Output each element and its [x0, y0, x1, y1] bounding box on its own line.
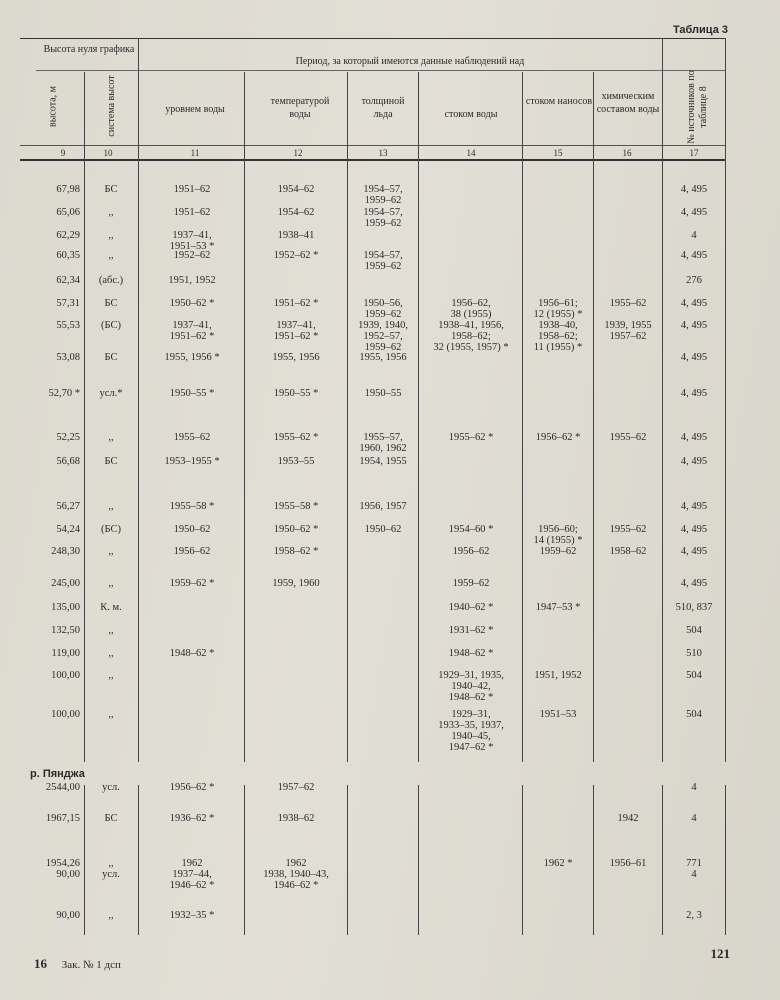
table-cell-c10: ,,: [108, 546, 114, 557]
column-rule: [244, 72, 245, 762]
col-number: 14: [466, 148, 476, 158]
column-rule: [593, 72, 594, 762]
table-cell-c12: 1938–62: [277, 813, 315, 824]
table-cell-c17: 4, 495: [680, 578, 708, 589]
table-cell-c17: 504: [686, 625, 702, 636]
header-bottom-rule: [20, 159, 726, 161]
table-cell-c9: 100,00: [51, 670, 80, 681]
table-cell-c11: 1948–62 *: [169, 648, 215, 659]
table-cell-c15: 1956–60; 14 (1955) *: [533, 524, 583, 546]
column-rule: [725, 38, 726, 762]
table-cell-c9: 132,50: [51, 625, 80, 636]
table-cell-c10: К. м.: [100, 602, 122, 613]
table-cell-c14: 1956–62, 38 (1955): [450, 298, 492, 320]
table-cell-c17: 276: [686, 275, 702, 286]
table-cell-c10: ,,: [108, 648, 114, 659]
table-cell-c15: 1959–62: [539, 546, 577, 557]
table-cell-c10: (абс.): [98, 275, 124, 286]
table-cell-c13: 1956, 1957: [359, 501, 407, 512]
table-cell-c10: ,,: [108, 230, 114, 241]
table-cell-c17: 504: [686, 670, 702, 681]
header-col-water-temp: температурой воды: [270, 96, 330, 120]
table-cell-c15: 1956–62 *: [535, 432, 581, 443]
table-cell-c10: ,,: [108, 670, 114, 681]
column-rule: [662, 785, 663, 935]
table-cell-c17: 4, 495: [680, 524, 708, 535]
table-cell-c10: ,,: [108, 709, 114, 720]
column-rule: [522, 785, 523, 935]
footer-left: [34, 956, 121, 972]
table-cell-c14: 1931–62 *: [448, 625, 494, 636]
table-cell-c13: 1939, 1940, 1952–57, 1959–62: [358, 320, 408, 353]
table-cell-c10: БС: [104, 813, 118, 824]
col-number: 13: [378, 148, 388, 158]
table-cell-c12: 1958–62 *: [273, 546, 319, 557]
table-cell-c15: 1962 *: [543, 858, 573, 869]
col-number: 10: [103, 148, 113, 158]
table-label: Таблица 3: [672, 24, 728, 36]
column-rule: [138, 785, 139, 935]
table-cell-c12: 1959, 1960: [272, 578, 320, 589]
table-cell-c9: 56,27: [56, 501, 80, 512]
table-cell-c14: 1954–60 *: [448, 524, 494, 535]
table-cell-c16: 1955–62: [609, 298, 647, 309]
table-cell-c16: 1956–61: [609, 858, 647, 869]
col-number: 12: [293, 148, 303, 158]
page-number: 121: [710, 946, 730, 961]
table-cell-c14: 1948–62 *: [448, 648, 494, 659]
table-cell-c11: 1955–58 *: [169, 501, 215, 512]
table-cell-c12: 1938–41: [277, 230, 315, 241]
table-cell-c14: 1938–41, 1956, 1958–62; 32 (1955, 1957) *: [433, 320, 509, 353]
col-number: 9: [60, 148, 66, 158]
header-col-runoff: стоком воды: [444, 109, 498, 120]
table-cell-c12: 1950–62 *: [273, 524, 319, 535]
table-cell-c10: ,,: [108, 501, 114, 512]
table-cell-c17: 510, 837: [675, 602, 713, 613]
table-cell-c13: 1954–57, 1959–62: [363, 184, 403, 206]
col-number: 16: [622, 148, 632, 158]
header-col-system: система высот: [106, 75, 117, 137]
table-cell-c9: 53,08: [56, 352, 80, 363]
table-cell-c10: БС: [104, 352, 118, 363]
col-number: 15: [553, 148, 563, 158]
table-cell-c9: 54,24: [56, 524, 80, 535]
table-cell-c10: ,,: [108, 250, 114, 261]
table-cell-c11: 1937–41, 1951–62 *: [169, 320, 215, 342]
table-cell-c17: 4, 495: [680, 184, 708, 195]
page-number-left: 16: [34, 956, 47, 971]
table-cell-c14: 1955–62 *: [448, 432, 494, 443]
table-cell-c12: 1954–62: [277, 207, 315, 218]
col-number: 11: [190, 148, 200, 158]
table-cell-c10: БС: [104, 456, 118, 467]
table-cell-c15: 1938–40, 1958–62; 11 (1955) *: [533, 320, 583, 353]
table-cell-c10: (БС): [101, 524, 121, 535]
table-cell-c9: 119,00: [51, 648, 80, 659]
table-cell-c15: 1947–53 *: [535, 602, 581, 613]
order-note: Зак. № 1 дсп: [61, 959, 121, 971]
table-cell-c17: 4, 495: [680, 501, 708, 512]
table-cell-c11: 1951, 1952: [168, 275, 216, 286]
table-cell-c10: БС: [104, 184, 118, 195]
table-cell-c17: 4, 495: [680, 432, 708, 443]
table-cell-c10: БС: [104, 298, 118, 309]
table-cell-c12: 1962 1938, 1940–43, 1946–62 *: [263, 858, 329, 891]
table-cell-c17: 4, 495: [680, 250, 708, 261]
table-cell-c11: 1936–62 *: [169, 813, 215, 824]
table-cell-c17: 4, 495: [680, 298, 708, 309]
table-cell-c10: ,,: [108, 910, 114, 921]
table-cell-c12: 1955–58 *: [273, 501, 319, 512]
table-cell-c13: 1954, 1955: [359, 456, 407, 467]
header-col-ice: толщиной льда: [361, 96, 405, 120]
table-cell-c11: 1953–1955 *: [164, 456, 220, 467]
table-cell-c10: (БС): [101, 320, 121, 331]
header-col-sources: № источников по таблице 8: [686, 70, 709, 144]
table-cell-c9: 67,98: [56, 184, 80, 195]
table-cell-c17: 4: [691, 230, 697, 241]
col-number: 17: [689, 148, 699, 158]
column-rule: [662, 38, 663, 762]
column-rule: [347, 785, 348, 935]
table-cell-c16: 1939, 1955 1957–62: [604, 320, 652, 342]
table-cell-c13: 1954–57, 1959–62: [363, 207, 403, 229]
table-cell-c10: ,,: [108, 578, 114, 589]
column-rule: [84, 72, 85, 762]
table-cell-c11: 1955–62: [173, 432, 211, 443]
table-cell-c17: 4: [691, 813, 697, 824]
table-cell-c13: 1950–62: [364, 524, 402, 535]
table-cell-c17: 4, 495: [680, 207, 708, 218]
column-rule: [725, 785, 726, 935]
table-cell-c11: 1955, 1956 *: [164, 352, 220, 363]
table-cell-c17: 4, 495: [680, 388, 708, 399]
table-cell-c13: 1950–56, 1959–62: [363, 298, 403, 320]
table-cell-c11: 1959–62 *: [169, 578, 215, 589]
table-cell-c9: 100,00: [51, 709, 80, 720]
table-cell-c17: 510: [686, 648, 702, 659]
column-rule: [593, 785, 594, 935]
table-cell-c9: 90,00: [56, 910, 80, 921]
table-cell-c11: 1956–62 *: [169, 782, 215, 793]
table-cell-c11: 1952–62: [173, 250, 211, 261]
column-rule: [347, 72, 348, 762]
table-cell-c14: 1929–31, 1935, 1940–42, 1948–62 *: [438, 670, 504, 703]
table-cell-c14: 1956–62: [452, 546, 490, 557]
table-cell-c12: 1955, 1956: [272, 352, 320, 363]
table-cell-c9: 56,68: [56, 456, 80, 467]
table-cell-c15: 1956–61; 12 (1955) *: [533, 298, 583, 320]
table-cell-c12: 1955–62 *: [273, 432, 319, 443]
column-rule: [138, 38, 139, 762]
column-rule: [418, 785, 419, 935]
table-cell-c9: 62,34: [56, 275, 80, 286]
table-cell-c12: 1950–55 *: [273, 388, 319, 399]
table-cell-c17: 4, 495: [680, 546, 708, 557]
table-cell-c11: 1962 1937–44, 1946–62 *: [169, 858, 215, 891]
table-cell-c9: 2544,00: [45, 782, 80, 793]
table-cell-c11: 1951–62: [173, 184, 211, 195]
table-cell-c9: 60,35: [56, 250, 80, 261]
column-rule: [522, 72, 523, 762]
table-cell-c11: 1951–62: [173, 207, 211, 218]
section-title: р. Пянджа: [30, 768, 85, 780]
header-number-rule: [20, 145, 726, 146]
table-cell-c12: 1954–62: [277, 184, 315, 195]
column-rule: [244, 785, 245, 935]
table-cell-c14: 1929–31, 1933–35, 1937, 1940–45, 1947–62 *: [438, 709, 504, 753]
header-top-rule: [20, 38, 726, 39]
header-col-height: высота, м: [47, 86, 59, 128]
column-rule: [418, 72, 419, 762]
table-cell-c13: 1955–57, 1960, 1962: [359, 432, 407, 454]
header-col-sediment: стоком наносов: [525, 96, 593, 107]
header-col-water-level: уровнем воды: [165, 104, 225, 115]
table-cell-c9: 135,00: [51, 602, 80, 613]
table-cell-c12: 1953–55: [277, 456, 315, 467]
table-cell-c14: 1940–62 *: [448, 602, 494, 613]
table-cell-c12: 1952–62 *: [273, 250, 319, 261]
table-cell-c17: 4, 495: [680, 352, 708, 363]
table-cell-c16: 1955–62: [609, 432, 647, 443]
header-zero-height: Высота нуля графика: [43, 44, 135, 55]
table-cell-c17: 2, 3: [686, 910, 702, 921]
table-cell-c15: 1951, 1952: [534, 670, 582, 681]
table-cell-c9: 62,29: [56, 230, 80, 241]
table-cell-c16: 1958–62: [609, 546, 647, 557]
table-cell-c9: 52,70 *: [48, 388, 80, 399]
table-cell-c12: 1951–62 *: [273, 298, 319, 309]
table-cell-c13: 1955, 1956: [359, 352, 407, 363]
table-cell-c17: 4: [691, 782, 697, 793]
table-cell-c11: 1950–62 *: [169, 298, 215, 309]
table-cell-c9: 57,31: [56, 298, 80, 309]
table-cell-c17: 4, 495: [680, 456, 708, 467]
column-rule: [84, 785, 85, 935]
table-cell-c10: ,,: [108, 625, 114, 636]
table-cell-c9: 55,53: [56, 320, 80, 331]
table-cell-c9: 1954,26 90,00: [45, 858, 80, 880]
table-cell-c10: усл.*: [99, 388, 123, 399]
header-period: Период, за который имеются данные наблюдений над: [295, 56, 525, 67]
table-cell-c16: 1955–62: [609, 524, 647, 535]
table-cell-c10: усл.: [102, 782, 120, 793]
table-cell-c12: 1937–41, 1951–62 *: [273, 320, 319, 342]
table-cell-c16: 1942: [617, 813, 639, 824]
table-cell-c14: 1959–62: [452, 578, 490, 589]
table-cell-c17: 504: [686, 709, 702, 720]
table-cell-c15: 1951–53: [539, 709, 577, 720]
header-group-rule: [36, 70, 726, 71]
table-cell-c13: 1950–55: [364, 388, 402, 399]
table-cell-c10: ,,: [108, 207, 114, 218]
table-cell-c9: 1967,15: [45, 813, 80, 824]
table-cell-c10: ,,: [108, 432, 114, 443]
table-cell-c12: 1957–62: [277, 782, 315, 793]
table-cell-c9: 52,25: [56, 432, 80, 443]
table-cell-c9: 245,00: [51, 578, 80, 589]
table-cell-c17: 771 4: [686, 858, 702, 880]
table-cell-c17: 4, 495: [680, 320, 708, 331]
table-cell-c11: 1950–55 *: [169, 388, 215, 399]
table-cell-c9: 248,30: [51, 546, 80, 557]
table-cell-c11: 1956–62: [173, 546, 211, 557]
header-col-chemistry: химическим составом воды: [596, 91, 660, 115]
table-cell-c9: 65,06: [56, 207, 80, 218]
table-cell-c11: 1950–62: [173, 524, 211, 535]
table-cell-c11: 1932–35 *: [169, 910, 215, 921]
table-cell-c10: ,, усл.: [102, 858, 120, 880]
table-cell-c13: 1954–57, 1959–62: [363, 250, 403, 272]
table-cell-c11: 1937–41, 1951–53 *: [169, 230, 215, 252]
